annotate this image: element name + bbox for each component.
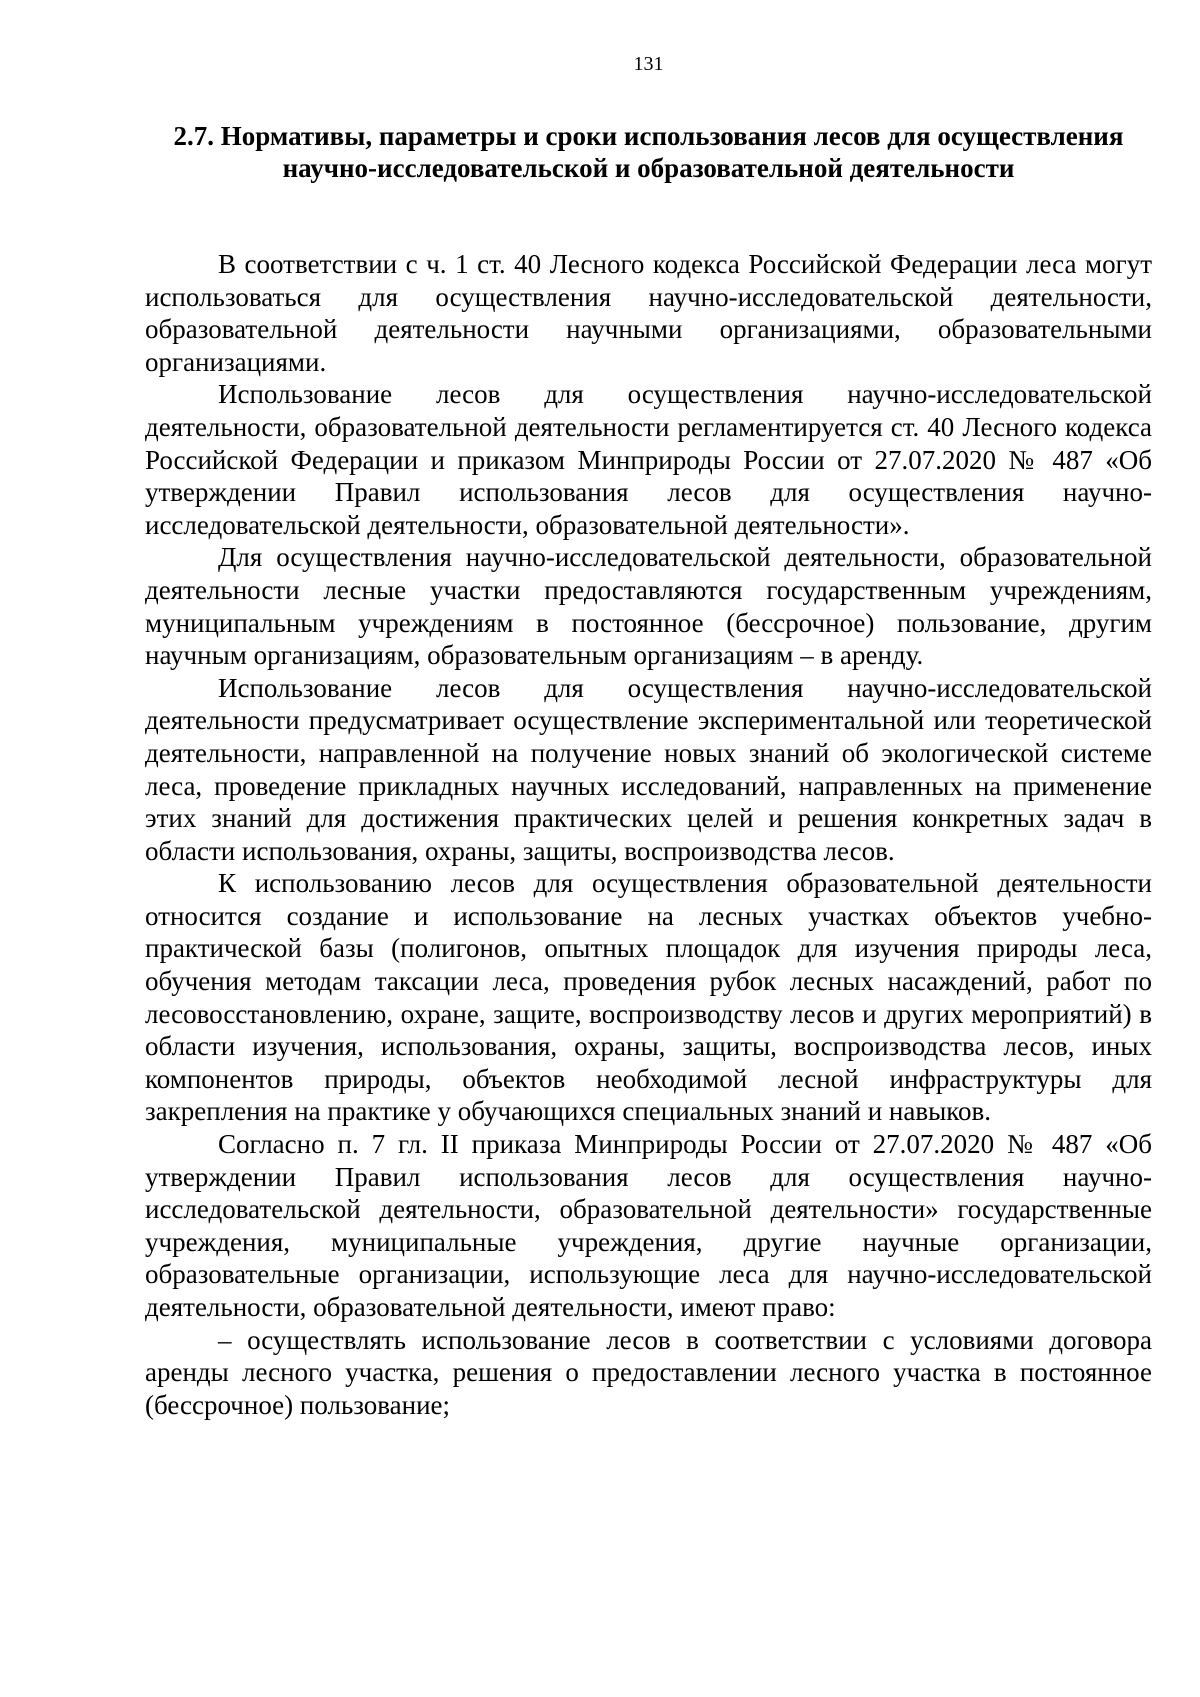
paragraph: В соответствии с ч. 1 ст. 40 Лесного кодекса Российской Федерации леса могут использоваться для осуществления научно-исследовательской деятельности, образовательной деятельности научными организациями, образовательными организациями. [145,249,1152,377]
paragraph: Для осуществления научно-исследовательской деятельности, образовательной деятельности лесные участки предоставляются государственным учреждениям, муниципальным учреждениям в постоянное (бессрочное) пользование, другим научным организациям, образовательным организациям – в аренду. [145,542,1152,671]
section-heading: 2.7. Нормативы, параметры и сроки использования лесов для осуществления научно-исследовательской и образовательной деятельности [173,121,1124,183]
body-text [145,248,1152,1421]
paragraph: Использование лесов для осуществления научно-исследовательской деятельности предусматривает осуществление экспериментальной или теоретической деятельности, направленной на получение новых знаний об экологической системе леса, проведение прикладных научных исследований, направленных на применение этих знаний для достижения практических целей и решения конкретных задач в области использования, охраны, защиты, воспроизводства лесов. [145,672,1152,866]
paragraph: Использование лесов для осуществления научно-исследовательской деятельности, образовательной деятельности регламентируется ст. 40 Лесного кодекса Российской Федерации и приказом Минприроды России от 27.07.2020 № 487 «Об утверждении Правил использования лесов для осуществления научно-исследовательской деятельности, образовательной деятельности». [145,379,1152,540]
page-number: 131 [633,53,664,75]
list-item: – осуществлять использование лесов в соответствии с условиями договора аренды лесного участка, решения о предоставлении лесного участка в постоянное (бессрочное) пользование; [145,1324,1152,1420]
paragraph: К использованию лесов для осуществления образовательной деятельности относится создание и использование на лесных участках объектов учебно-практической базы (полигонов, опытных площадок для изучения природы леса, обучения методам таксации леса, проведения рубок лесных насаждений, работ по лесовосстановлению, охране, защите, воспроизводству лесов и других мероприятий) в области изучения, использования, охраны, защиты, воспроизводства лесов, иных компонентов природы, объектов необходимой лесной инфраструктуры для закрепления на практике у обучающихся специальных знаний и навыков. [145,868,1152,1127]
paragraph: Согласно п. 7 гл. II приказа Минприроды России от 27.07.2020 № 487 «Об утверждении Правил использования лесов для осуществления научно-исследовательской деятельности, образовательной деятельности» государственные учреждения, муниципальные учреждения, другие научные организации, образовательные организации, использующие леса для научно-исследовательской деятельности, образовательной деятельности, имеют право: [145,1129,1152,1322]
